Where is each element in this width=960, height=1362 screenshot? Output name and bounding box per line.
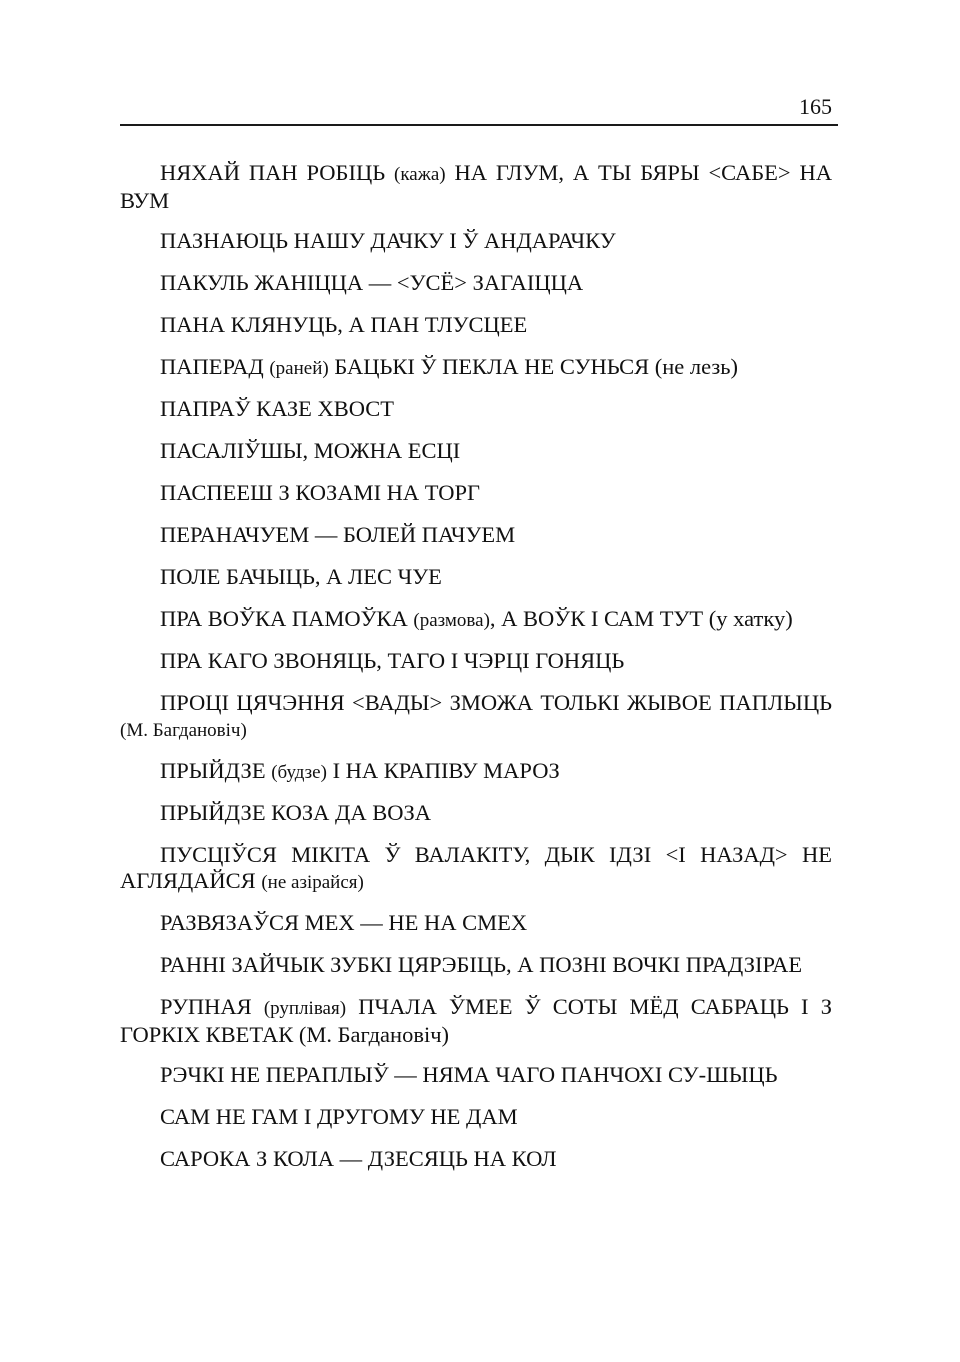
proverb-entry [120,1146,832,1174]
proverb-gloss: (раней) [269,358,329,379]
proverb-text: ПРЫЙДЗЕ [160,758,272,783]
proverb-gloss: (размова) [413,610,490,631]
proverb-text: ПАНА КЛЯНУЦЬ, А ПАН ТЛУСЦЕЕ [160,312,528,337]
proverb-entry [120,312,832,340]
proverb-entry [120,606,832,634]
proverb-text-continued: , А ВОЎК І САМ ТУТ (у хатку) [489,606,793,631]
proverb-entry [120,564,832,592]
proverb-gloss: (не азірайся) [261,872,364,893]
proverb-entry [120,952,832,980]
proverb-entry [120,1104,832,1132]
header-rule [120,124,838,126]
proverb-text: ПЕРАНАЧУЕМ — БОЛЕЙ ПАЧУЕМ [160,522,516,547]
proverb-entry [120,1062,832,1090]
proverb-entry [120,994,832,1048]
proverb-text: ПРОЦІ ЦЯЧЭННЯ <ВАДЫ> ЗМОЖА ТОЛЬКІ ЖЫВОЕ ПАПЛЫЦЬ [160,690,832,715]
proverb-text-continued: НА ГЛУМ, А ТЫ БЯРЫ <САБЕ> НА ВУМ [120,160,832,213]
proverb-entry [120,438,832,466]
proverb-text-continued: І НА КРАПІВУ МАРОЗ [326,758,560,783]
proverb-entry [120,690,832,744]
proverb-entry [120,522,832,550]
proverb-entry [120,800,832,828]
proverb-text: РУПНАЯ [160,994,264,1019]
proverb-text: ПАСПЕЕШ З КОЗАМІ НА ТОРГ [160,480,481,505]
proverb-text: ПРА КАГО ЗВОНЯЦЬ, ТАГО І ЧЭРЦІ ГОНЯЦЬ [160,648,625,673]
proverb-entry [120,396,832,424]
proverb-text: САРОКА З КОЛА — ДЗЕСЯЦЬ НА КОЛ [160,1146,557,1171]
proverb-list [120,160,832,1188]
proverb-text: РАЗВЯЗАЎСЯ МЕХ — НЕ НА СМЕХ [160,910,528,935]
proverb-gloss: (руплівая) [263,998,347,1019]
proverb-text: ПАКУЛЬ ЖАНІЦЦА — <УСЁ> ЗАГАІЦЦА [160,270,584,295]
proverb-text: ПРЫЙДЗЕ КОЗА ДА ВОЗА [160,800,432,825]
proverb-entry [120,842,832,896]
proverb-text: ПУСЦІЎСЯ МІКІТА Ў ВАЛАКІТУ, ДЫК ІДЗІ <І НАЗАД> НЕ АГЛЯДАЙСЯ [120,842,832,893]
proverb-text: ПАПРАЎ КАЗЕ ХВОСТ [160,396,395,421]
proverb-text: РАННІ ЗАЙЧЫК ЗУБКІ ЦЯРЭБІЦЬ, А ПОЗНІ ВОЧКІ ПРАДЗІРАЕ [160,952,803,977]
proverb-text: ПАЗНАЮЦЬ НАШУ ДАЧКУ І Ў АНДАРАЧКУ [160,228,616,253]
proverb-text-continued: БАЦЬКІ Ў ПЕКЛА НЕ СУНЬСЯ (не лезь) [328,354,738,379]
proverb-text: ПРА ВОЎКА ПАМОЎКА [160,606,414,631]
proverb-entry [120,648,832,676]
proverb-text: РЭЧКІ НЕ ПЕРАПЛЫЎ — НЯМА ЧАГО ПАНЧОХІ СУ-ШЫЦЬ [160,1062,778,1087]
proverb-entry [120,228,832,256]
proverb-gloss: (кажа) [394,164,446,185]
page-number: 165 [799,94,832,119]
proverb-text-continued: ПЧАЛА ЎМЕЕ Ў СОТЫ МЁД САБРАЦЬ І З ГОРКІХ КВЕТАК (М. Багдановіч) [120,994,832,1047]
proverb-gloss: (М. Багдановіч) [120,720,247,741]
proverb-gloss: (будзе) [271,762,327,783]
proverb-text: ПАСАЛІЎШЫ, МОЖНА ЕСЦІ [160,438,461,463]
proverb-text: ПАПЕРАД [160,354,270,379]
proverb-text: НЯХАЙ ПАН РОБІЦЬ [160,160,395,185]
proverb-entry [120,910,832,938]
proverb-entry [120,354,832,382]
proverb-entry [120,758,832,786]
proverb-entry [120,480,832,508]
proverb-text: ПОЛЕ БАЧЫЦЬ, А ЛЕС ЧУЕ [160,564,442,589]
proverb-entry [120,270,832,298]
proverb-text: САМ НЕ ГАМ І ДРУГОМУ НЕ ДАМ [160,1104,518,1129]
proverb-entry [120,160,832,214]
